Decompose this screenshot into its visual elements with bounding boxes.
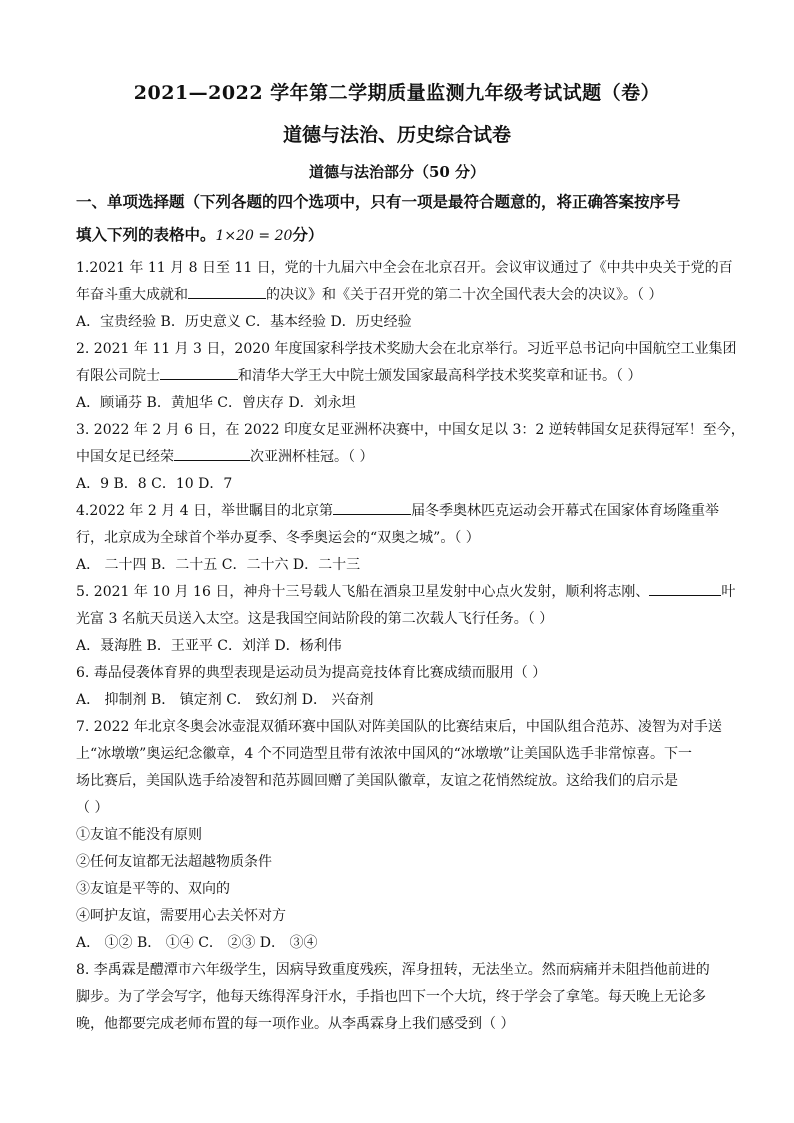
section-heading-text: 填入下列的表格中。	[76, 225, 216, 244]
q4-options: A． 二十四 B．二十五 C．二十六 D．二十三	[76, 557, 361, 573]
exam-title: 2021—2022 学年第二学期质量监测九年级考试试题（卷）	[133, 82, 661, 104]
q2-options: A．顾诵芬 B．黄旭华 C．曾庆存 D．刘永坦	[76, 395, 356, 411]
q8-line3: 晚，他都要完成老师布置的每一项作业。从李禹霖身上我们感受到（ ）	[76, 1016, 515, 1032]
q5-answer-blank	[649, 581, 721, 596]
q4-line1	[76, 500, 726, 520]
q3-line1: 3. 2022 年 2 月 6 日，在 2022 印度女足亚洲杯决赛中，中国女足以 3：2 逆转韩国女足获得冠军！至今，	[76, 422, 745, 438]
q3-line2	[76, 446, 726, 466]
q1-answer-blank	[188, 284, 266, 299]
q7-statement-1: ①友谊不能没有原则	[76, 827, 202, 843]
q1-line2	[76, 284, 726, 304]
q7-options: A． ①② B． ①④ C． ②③ D． ③④	[76, 935, 318, 951]
q5-options: A．聂海胜 B．王亚平 C．刘洋 D．杨利伟	[76, 638, 342, 654]
q1-options: A．宝贵经验 B．历史意义 C．基本经验 D．历史经验	[76, 314, 412, 330]
q3-options: A．9 B．8 C．10 D．7	[76, 476, 233, 492]
q6-line1: 6. 毒品侵袭体育界的典型表现是运动员为提高竞技体育比赛成绩而服用（ ）	[76, 665, 547, 681]
q7-line2: 上“冰墩墩”奥运纪念徽章，4 个不同造型且带有浓浓中国风的“冰墩墩”让美国队选手非常惊喜。下一	[76, 746, 692, 762]
q4-answer-blank	[333, 500, 411, 515]
q1-text-b: 的决议》和《关于召开党的第二十次全国代表大会的决议》。（ ）	[266, 287, 663, 303]
q7-line4: （ ）	[76, 800, 109, 816]
score-formula: 1×20 = 20	[215, 228, 293, 244]
q1-text-a: 年奋斗重大成就和	[76, 287, 188, 303]
q3-text-b: 次亚洲杯桂冠。（ ）	[250, 449, 374, 465]
q7-statement-4: ④呵护友谊，需要用心去关怀对方	[76, 908, 286, 924]
q4-text-a: 4.2022 年 2 月 4 日，举世瞩目的北京第	[76, 503, 334, 519]
exam-subtitle: 道德与法治、历史综合试卷	[282, 124, 511, 146]
q7-statement-2: ②任何友谊都无法超越物质条件	[76, 854, 272, 870]
q8-line1: 8. 李禹霖是醴潭市六年级学生，因病导致重度残疾，浑身扭转，无法坐立。然而病痛并未阻挡他前进的	[76, 962, 710, 978]
q3-text-a: 中国女足已经荣	[76, 449, 174, 465]
q2-line2	[76, 365, 726, 385]
section-heading-line1: 一、单项选择题（下列各题的四个选项中，只有一项是最符合题意的，将正确答案按序号	[76, 192, 681, 211]
q6-options: A． 抑制剂 B． 镇定剂 C． 致幻剂 D． 兴奋剂	[76, 692, 374, 708]
part-title: 道德与法治部分（50 分）	[308, 163, 486, 181]
q1-line1: 1.2021 年 11 月 8 日至 11 日，党的十九届六中全会在北京召开。会议审议通过了《中共中央关于党的百	[76, 260, 733, 276]
q2-answer-blank	[160, 365, 238, 380]
q4-line2: 行，北京成为全球首个举办夏季、冬季奥运会的“双奥之城”。（ ）	[76, 530, 480, 546]
q7-line3: 场比赛后，美国队选手给凌智和范苏圆回赠了美国队徽章，友谊之花悄然绽放。这给我们的启示是	[76, 773, 678, 789]
q5-line2: 光富 3 名航天员送入太空。这是我国空间站阶段的第二次载人飞行任务。（ ）	[76, 611, 554, 627]
q3-answer-blank	[174, 446, 250, 461]
q5-text-b: 叶	[721, 584, 736, 600]
q5-text-a: 5. 2021 年 10 月 16 日，神舟十三号载人飞船在酒泉卫星发射中心点火发射，顺利将志刚、	[76, 584, 650, 600]
q2-line1: 2. 2021 年 11 月 3 日，2020 年度国家科学技术奖励大会在北京举行。习近平总书记向中国航空工业集团	[76, 341, 737, 357]
q7-statement-3: ③友谊是平等的、双向的	[76, 881, 230, 897]
q2-text-b: 和清华大学王大中院士颁发国家最高科学技术奖奖章和证书。（ ）	[238, 368, 642, 384]
q7-line1: 7. 2022 年北京冬奥会冰壶混双循环赛中国队对阵美国队的比赛结束后，中国队组合范苏、凌智为对手送	[76, 719, 722, 735]
section-heading-line2	[76, 223, 726, 245]
section-heading-end: 分）	[292, 225, 324, 244]
q8-line2: 脚步。为了学会写字，他每天练得浑身汗水，手指也凹下一个大坑，终于学会了拿笔。每天晚上无论多	[76, 989, 706, 1005]
q5-line1	[76, 581, 736, 601]
q4-text-b: 届冬季奥林匹克运动会开幕式在国家体育场隆重举	[411, 503, 720, 519]
q2-text-a: 有限公司院士	[76, 368, 160, 384]
